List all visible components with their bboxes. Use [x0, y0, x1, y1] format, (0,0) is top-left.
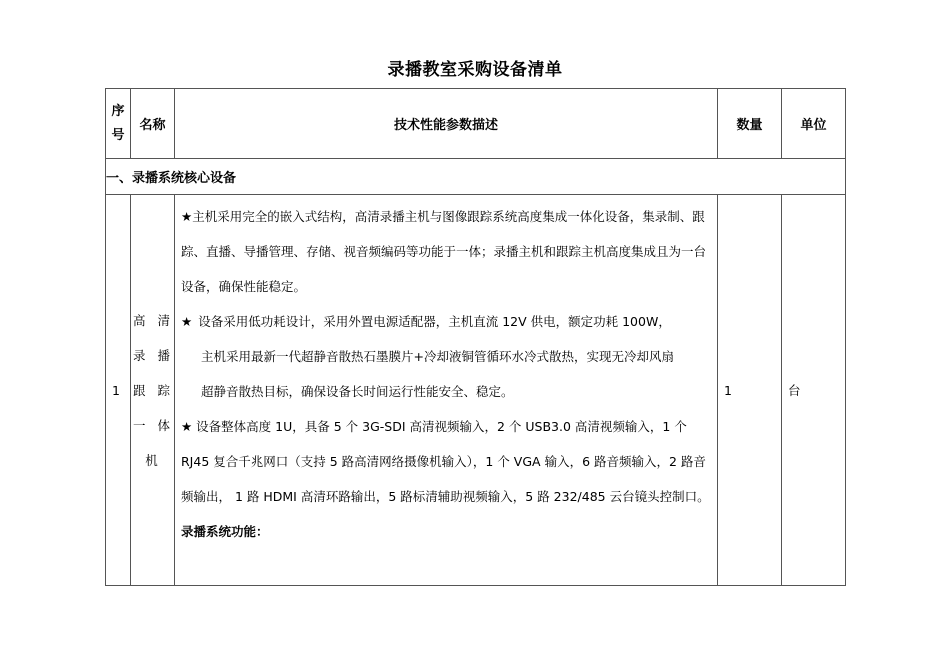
desc-paragraph-1: ★主机采用完全的嵌入式结构，高清录播主机与图像跟踪系统高度集成一体化设备，集录制、跟踪、直播、导播管理、存储、视音频编码等功能于一体；录播主机和跟踪主机高度集成且为一台设备，确保性能稳定。 [181, 209, 707, 294]
star-icon: ★ [181, 314, 193, 329]
header-seq-line2: 号 [111, 127, 125, 143]
item-description [175, 195, 718, 586]
item-name-line: 跟 踪 [133, 382, 174, 398]
header-seq [106, 89, 131, 159]
header-desc: 技术性能参数描述 [175, 89, 718, 159]
table-row [106, 195, 846, 586]
desc-paragraph-2-line-3: 超静音散热目标，确保设备长时间运行性能安全、稳定。 [201, 384, 514, 399]
item-name-line: 机 [145, 452, 162, 468]
header-name: 名称 [131, 89, 175, 159]
desc-paragraph-3: ★ 设备整体高度 1U，具备 5 个 3G-SDI 高清视频输入，2 个 USB3.0 高清视频输入，1 个RJ45 复合千兆网口（支持 5 路高清网络摄像机输入），1 个 VGA 输入，6 路音频输入，2 路音频输出， 1 路 HDMI 高清环路输出，5 路标清辅助视频输入，5 路 232/485 云台镜头控制口。 [181, 419, 710, 504]
item-number: 1 [106, 195, 131, 586]
desc-paragraph-2-line-1: 设备采用低功耗设计，采用外置电源适配器，主机直流 12V 供电，额定功耗 100W， [198, 314, 671, 329]
desc-paragraph-2 [181, 304, 711, 339]
header-seq-line1: 序 [111, 103, 125, 119]
header-qty: 数量 [718, 89, 782, 159]
desc-paragraph-2-line-2: 主机采用最新一代超静音散热石墨膜片+冷却液铜管循环水冷式散热，实现无冷却风扇 [201, 349, 674, 364]
header-unit: 单位 [782, 89, 846, 159]
document-title: 录播教室采购设备清单 [387, 60, 563, 80]
item-name-line: 录 播 [133, 347, 174, 363]
item-name [131, 195, 175, 586]
section-row [106, 159, 846, 195]
item-name-line: 高 清 [133, 312, 174, 328]
section-title: 一、录播系统核心设备 [106, 159, 846, 195]
item-name-line: 一 体 [133, 417, 174, 433]
desc-subheading: 录播系统功能： [181, 524, 269, 539]
table-header-row [106, 89, 846, 159]
item-quantity: 1 [718, 195, 782, 586]
equipment-table [105, 88, 846, 586]
item-unit: 台 [782, 195, 846, 586]
